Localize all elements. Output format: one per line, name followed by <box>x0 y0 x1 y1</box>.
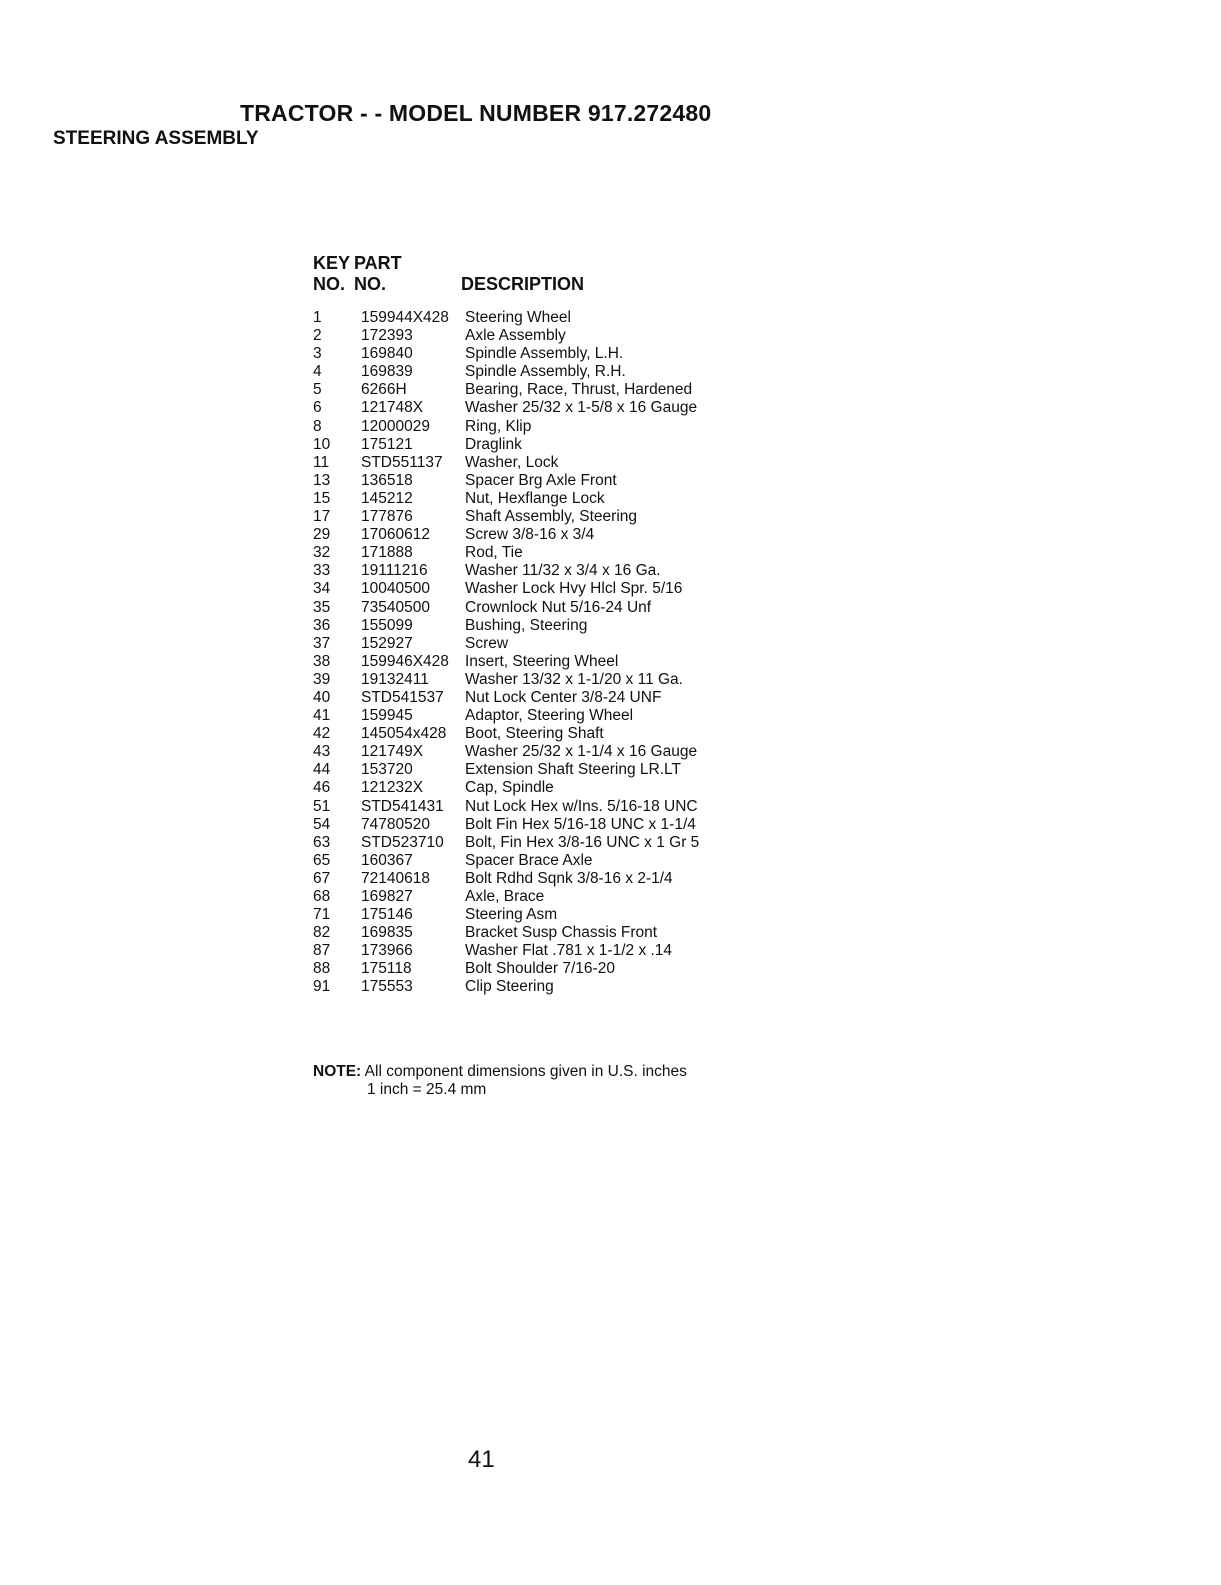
description-cell: Bolt Rdhd Sqnk 3/8-16 x 2-1/4 <box>465 869 673 887</box>
description-cell: Cap, Spindle <box>465 779 554 797</box>
part-number-cell: 173966 <box>361 942 413 960</box>
key-cell: 5 <box>313 381 322 399</box>
description-cell: Nut, Hexflange Lock <box>465 489 605 507</box>
part-number-cell: 169835 <box>361 924 413 942</box>
key-cell: 40 <box>313 688 331 706</box>
description-cell: Washer 11/32 x 3/4 x 16 Ga. <box>465 562 661 580</box>
description-cell: Adaptor, Steering Wheel <box>465 707 634 725</box>
description-cell: Spacer Brg Axle Front <box>465 471 617 489</box>
description-cell: Axle Assembly <box>465 327 566 345</box>
description-cell: Washer Flat .781 x 1-1/2 x .14 <box>465 942 673 960</box>
description-cell: Boot, Steering Shaft <box>465 725 604 743</box>
part-number-cell: STD523710 <box>361 833 444 851</box>
part-number-cell: 159944X428 <box>361 309 449 326</box>
key-cell: 13 <box>313 471 331 489</box>
part-number-cell: 121749X <box>361 743 424 761</box>
description-cell: Steering Asm <box>465 906 558 924</box>
header-description: DESCRIPTION <box>461 274 585 294</box>
description-cell: Crownlock Nut 5/16-24 Unf <box>465 598 652 616</box>
key-cell: 44 <box>313 761 331 779</box>
part-number-cell: 169840 <box>361 345 413 363</box>
description-cell: Ring, Klip <box>465 417 532 435</box>
part-number-cell: 72140618 <box>361 869 430 887</box>
description-cell: Draglink <box>465 435 522 453</box>
key-cell: 43 <box>313 743 331 761</box>
description-cell: Spindle Assembly, L.H. <box>465 345 624 363</box>
part-number-cell: 153720 <box>361 761 413 779</box>
key-cell: 91 <box>313 978 331 996</box>
part-number-cell: 10040500 <box>361 580 430 598</box>
part-number-cell: 171888 <box>361 544 413 562</box>
part-number-cell: 175146 <box>361 906 413 924</box>
description-cell: Nut Lock Center 3/8-24 UNF <box>465 688 662 706</box>
section-title: STEERING ASSEMBLY <box>53 128 259 149</box>
key-cell: 38 <box>313 652 331 670</box>
key-cell: 67 <box>313 869 331 887</box>
part-number-cell: 169839 <box>361 363 413 381</box>
key-cell: 41 <box>313 707 331 725</box>
part-number-cell: 175118 <box>361 960 412 978</box>
key-cell: 88 <box>313 960 331 978</box>
description-cell: Nut Lock Hex w/Ins. 5/16-18 UNC <box>465 797 698 815</box>
part-number-cell: 6266H <box>361 381 407 399</box>
description-cell: Bushing, Steering <box>465 616 588 634</box>
key-cell: 15 <box>313 489 331 507</box>
key-cell: 33 <box>313 562 331 580</box>
part-number-cell: 145054x428 <box>361 725 447 743</box>
key-cell: 63 <box>313 833 331 851</box>
description-cell: Screw 3/8-16 x 3/4 <box>465 526 595 544</box>
part-number-cell: 177876 <box>361 508 413 526</box>
key-cell: 32 <box>313 544 331 562</box>
key-cell: 29 <box>313 526 331 544</box>
key-cell: 51 <box>313 797 331 815</box>
part-number-cell: 145212 <box>361 489 413 507</box>
part-number-cell: STD551137 <box>361 453 443 471</box>
part-number-cell: 152927 <box>361 634 413 652</box>
key-cell: 1 <box>313 309 322 326</box>
key-cell: 11 <box>313 453 330 471</box>
header-key-line1: KEY <box>313 253 351 273</box>
key-cell: 42 <box>313 725 331 743</box>
description-cell: Shaft Assembly, Steering <box>465 508 638 526</box>
key-cell: 17 <box>313 508 331 526</box>
note-label: NOTE: <box>313 1063 362 1080</box>
note-line2: 1 inch = 25.4 mm <box>367 1081 487 1098</box>
part-number-cell: 19111216 <box>361 562 428 580</box>
description-cell: Washer 25/32 x 1-1/4 x 16 Gauge <box>465 743 698 761</box>
key-cell: 71 <box>313 906 331 924</box>
description-cell: Axle, Brace <box>465 888 545 905</box>
description-cell: Insert, Steering Wheel <box>465 652 619 670</box>
key-cell: 8 <box>313 417 322 435</box>
description-cell: Clip Steering <box>465 978 554 996</box>
part-number-cell: 175121 <box>361 435 413 453</box>
key-cell: 37 <box>313 634 331 652</box>
description-cell: Bearing, Race, Thrust, Hardened <box>465 381 693 399</box>
description-cell: Bracket Susp Chassis Front <box>465 924 658 942</box>
part-number-cell: 73540500 <box>361 598 430 616</box>
header-part-line1: PART <box>354 253 402 273</box>
part-number-cell: 19132411 <box>361 670 429 688</box>
part-number-cell: 169827 <box>361 888 413 905</box>
header-key-line2: NO. <box>313 274 346 294</box>
key-cell: 46 <box>313 779 331 797</box>
part-number-cell: 160367 <box>361 851 413 869</box>
key-cell: 54 <box>313 815 331 833</box>
key-cell: 68 <box>313 888 331 905</box>
part-number-cell: STD541431 <box>361 797 444 815</box>
description-cell: Washer Lock Hvy Hlcl Spr. 5/16 <box>465 580 683 598</box>
part-number-cell: 121748X <box>361 399 424 417</box>
key-cell: 39 <box>313 670 331 688</box>
header-part-line2: NO. <box>354 274 387 294</box>
note-line1: All component dimensions given in U.S. inches <box>364 1063 687 1080</box>
key-cell: 87 <box>313 942 331 960</box>
description-cell: Steering Wheel <box>465 309 571 326</box>
description-cell: Screw <box>465 634 509 652</box>
part-number-cell: STD541537 <box>361 688 444 706</box>
key-cell: 65 <box>313 851 331 869</box>
part-number-cell: 155099 <box>361 616 413 634</box>
description-cell: Bolt Shoulder 7/16-20 <box>465 960 615 978</box>
key-cell: 36 <box>313 616 331 634</box>
key-cell: 10 <box>313 435 331 453</box>
description-cell: Spacer Brace Axle <box>465 851 593 869</box>
description-cell: Spindle Assembly, R.H. <box>465 363 626 381</box>
key-cell: 3 <box>313 345 322 363</box>
key-cell: 34 <box>313 580 331 598</box>
description-cell: Rod, Tie <box>465 544 523 562</box>
page-number: 41 <box>468 1446 495 1473</box>
key-cell: 82 <box>313 924 331 942</box>
description-cell: Washer 13/32 x 1-1/20 x 11 Ga. <box>465 670 683 688</box>
key-cell: 6 <box>313 399 322 417</box>
part-number-cell: 136518 <box>361 471 413 489</box>
part-number-cell: 121232X <box>361 779 424 797</box>
description-cell: Washer 25/32 x 1-5/8 x 16 Gauge <box>465 399 698 417</box>
note <box>313 1063 687 1081</box>
key-cell: 2 <box>313 327 322 345</box>
key-cell: 35 <box>313 598 331 616</box>
description-cell: Extension Shaft Steering LR.LT <box>465 761 681 779</box>
page-title: TRACTOR - - MODEL NUMBER 917.272480 <box>240 100 712 126</box>
description-cell: Bolt, Fin Hex 3/8-16 UNC x 1 Gr 5 <box>465 833 700 851</box>
part-number-cell: 74780520 <box>361 815 430 833</box>
description-cell: Washer, Lock <box>465 453 559 471</box>
part-number-cell: 12000029 <box>361 417 430 435</box>
part-number-cell: 159946X428 <box>361 652 449 670</box>
part-number-cell: 172393 <box>361 327 413 345</box>
description-cell: Bolt Fin Hex 5/16-18 UNC x 1-1/4 <box>465 815 696 833</box>
part-number-cell: 159945 <box>361 707 413 725</box>
part-number-cell: 17060612 <box>361 526 430 544</box>
key-cell: 4 <box>313 363 322 381</box>
part-number-cell: 175553 <box>361 978 413 996</box>
